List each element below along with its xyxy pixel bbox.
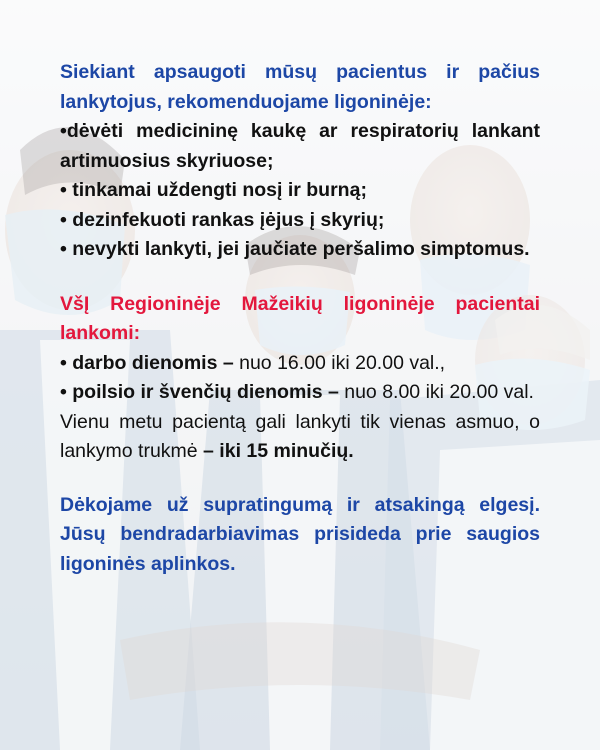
intro-bullet-mask: •dėvėti medicininę kaukę ar respiratorių lankant artimuosius skyriuose; [60, 120, 540, 172]
intro-bullet-cover: • tinkamai uždengti nosį ir burną; [60, 179, 367, 201]
workdays-hours: nuo 16.00 iki 20.00 val., [233, 351, 446, 374]
workdays-label: • darbo dienomis – [60, 351, 234, 374]
intro-bullet-disinfect: • dezinfekuoti rankas įėjus į skyrių; [60, 208, 385, 231]
visiting-workdays [60, 349, 540, 379]
holidays-hours: nuo 8.00 iki 20.00 val. [338, 381, 534, 403]
visiting-rule [60, 408, 540, 467]
intro-bullet-sick: • nevykti lankyti, jei jaučiate peršalimo simptomus. [60, 238, 530, 260]
intro-heading: Siekiant apsaugoti mūsų pacientus ir pačius lankytojus, rekomenduojame ligoninėje: [60, 61, 540, 113]
visiting-heading: VšĮ Regioninėje Mažeikių ligoninėje pacientai lankomi: [60, 292, 540, 344]
closing-text: Dėkojame už supratingumą ir atsakingą elgesį. Jūsų bendradarbiavimas prisideda prie saugios ligoninės aplinkos. [60, 493, 540, 575]
visiting-holidays [60, 378, 540, 408]
notice-text [60, 58, 540, 579]
rule-text: Vienu metu pacientą gali lankyti tik vienas asmuo, o lankymo trukmė [60, 410, 540, 462]
holidays-label: • poilsio ir švenčių dienomis – [60, 381, 339, 403]
rule-duration: – iki 15 minučių. [203, 440, 354, 462]
